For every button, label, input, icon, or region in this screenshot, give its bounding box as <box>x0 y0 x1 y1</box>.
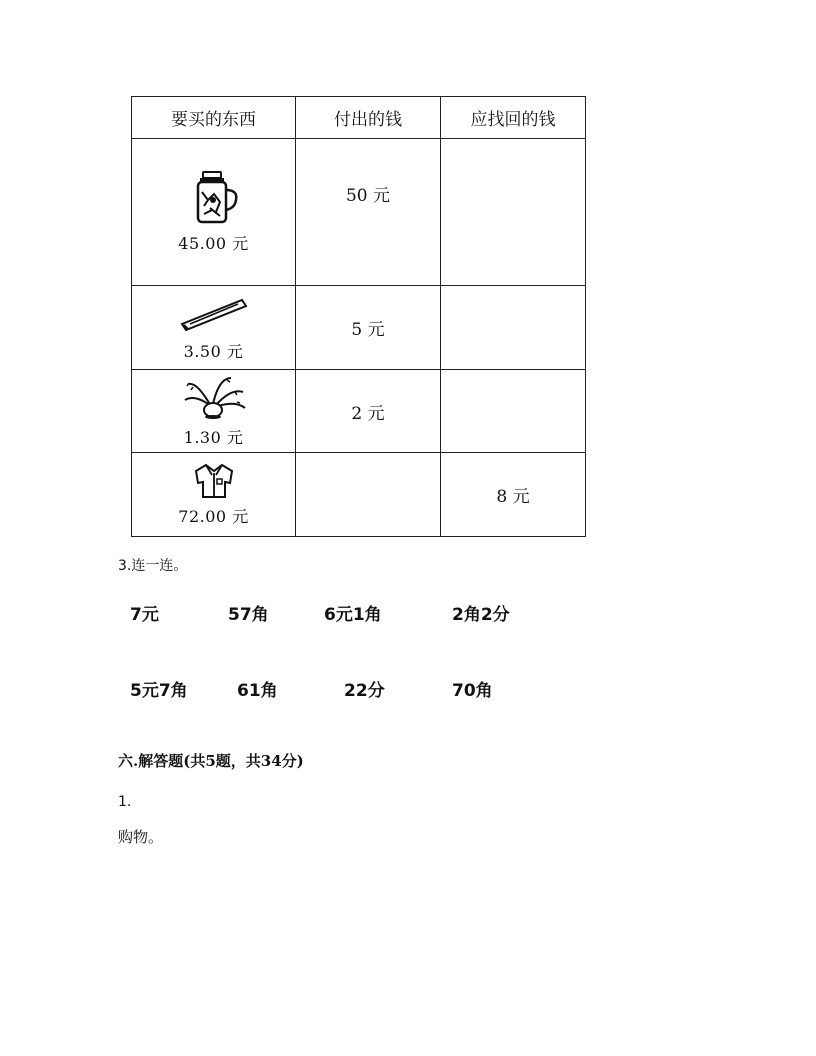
item-price: 45.00 元 <box>178 234 249 253</box>
price-change-table <box>131 96 586 537</box>
paid-cell <box>296 453 441 537</box>
change-cell <box>441 370 586 453</box>
item-cell <box>132 139 296 286</box>
item-cell <box>132 286 296 370</box>
paid-cell: 50 元 <box>296 139 441 286</box>
match-bottom-item: 70角 <box>452 681 493 701</box>
match-bottom-item: 61角 <box>237 681 278 701</box>
item-number: 1. <box>118 794 132 810</box>
match-top-item: 57角 <box>228 605 269 625</box>
question-title: 3.连一连。 <box>118 558 188 574</box>
item-cell <box>132 370 296 453</box>
match-top-item: 2角2分 <box>452 605 510 625</box>
item-text: 购物。 <box>118 828 164 846</box>
item-cell <box>132 453 296 537</box>
shirt-icon <box>192 463 236 499</box>
paid-cell: 2 元 <box>296 370 441 453</box>
match-top-item: 6元1角 <box>324 605 382 625</box>
plant-icon <box>179 374 249 420</box>
change-cell <box>441 139 586 286</box>
match-bottom-item: 22分 <box>344 681 385 701</box>
change-cell <box>441 286 586 370</box>
item-price: 1.30 元 <box>183 428 244 447</box>
paid-cell: 5 元 <box>296 286 441 370</box>
thermos-icon <box>186 170 242 226</box>
header-item: 要买的东西 <box>132 97 296 139</box>
toothbrush-icon <box>176 294 252 334</box>
header-change: 应找回的钱 <box>441 97 586 139</box>
match-top-item: 7元 <box>130 605 159 625</box>
section-heading: 六.解答题(共5题，共34分) <box>118 752 304 770</box>
item-price: 3.50 元 <box>183 341 244 361</box>
change-cell: 8 元 <box>441 453 586 537</box>
header-paid: 付出的钱 <box>296 97 441 139</box>
item-price: 72.00 元 <box>178 506 249 526</box>
match-bottom-item: 5元7角 <box>130 681 188 701</box>
